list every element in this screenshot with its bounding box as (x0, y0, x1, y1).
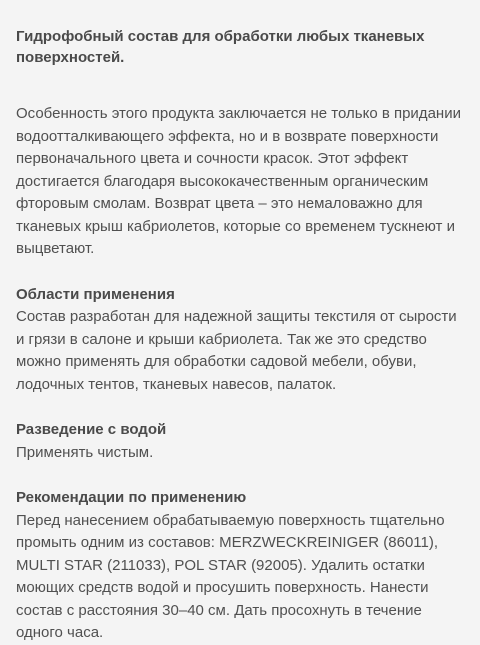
section-text: Состав разработан для надежной защиты текстиля от сырости и грязи в салоне и крыши кабриолета. Так же это средство можно применять для обработки садовой мебели, обуви, лодочных тентов, тканевых навесов, палаток. (16, 308, 457, 393)
section-text: Применять чистым. (16, 443, 154, 461)
intro-paragraph: Особенность этого продукта заключается не только в придании водоотталкивающего эффекта, но и в возврате поверхности первоначального цвета и сочности красок. Этот эффект достигается благодаря высококачественным органическим фторовым смолам. Возврат цвета – это немаловажно для тканевых крыш кабриолетов, которые со временем тускнеют и выцветают. (16, 105, 461, 257)
page-title: Гидрофобный состав для обработки любых тканевых поверхностей. (16, 28, 425, 66)
section-usage-recommendations (16, 487, 464, 645)
section-heading: Разведение с водой (16, 421, 167, 438)
section-application-areas (16, 284, 464, 397)
section-heading: Области применения (16, 285, 175, 303)
section-heading: Рекомендации по применению (16, 489, 247, 506)
section-text: Перед нанесением обрабатываемую поверхность тщательно промыть одним из составов: MERZWECKREINIGER (86011), MULTI STAR (211033), POL STAR (92005). Удалить остатки моющих средств водой и просушить поверхность. Нанести состав с расстояния 30–40 см. Дать просохнуть в течение одного часа. (16, 511, 445, 641)
section-dilution (16, 419, 464, 464)
